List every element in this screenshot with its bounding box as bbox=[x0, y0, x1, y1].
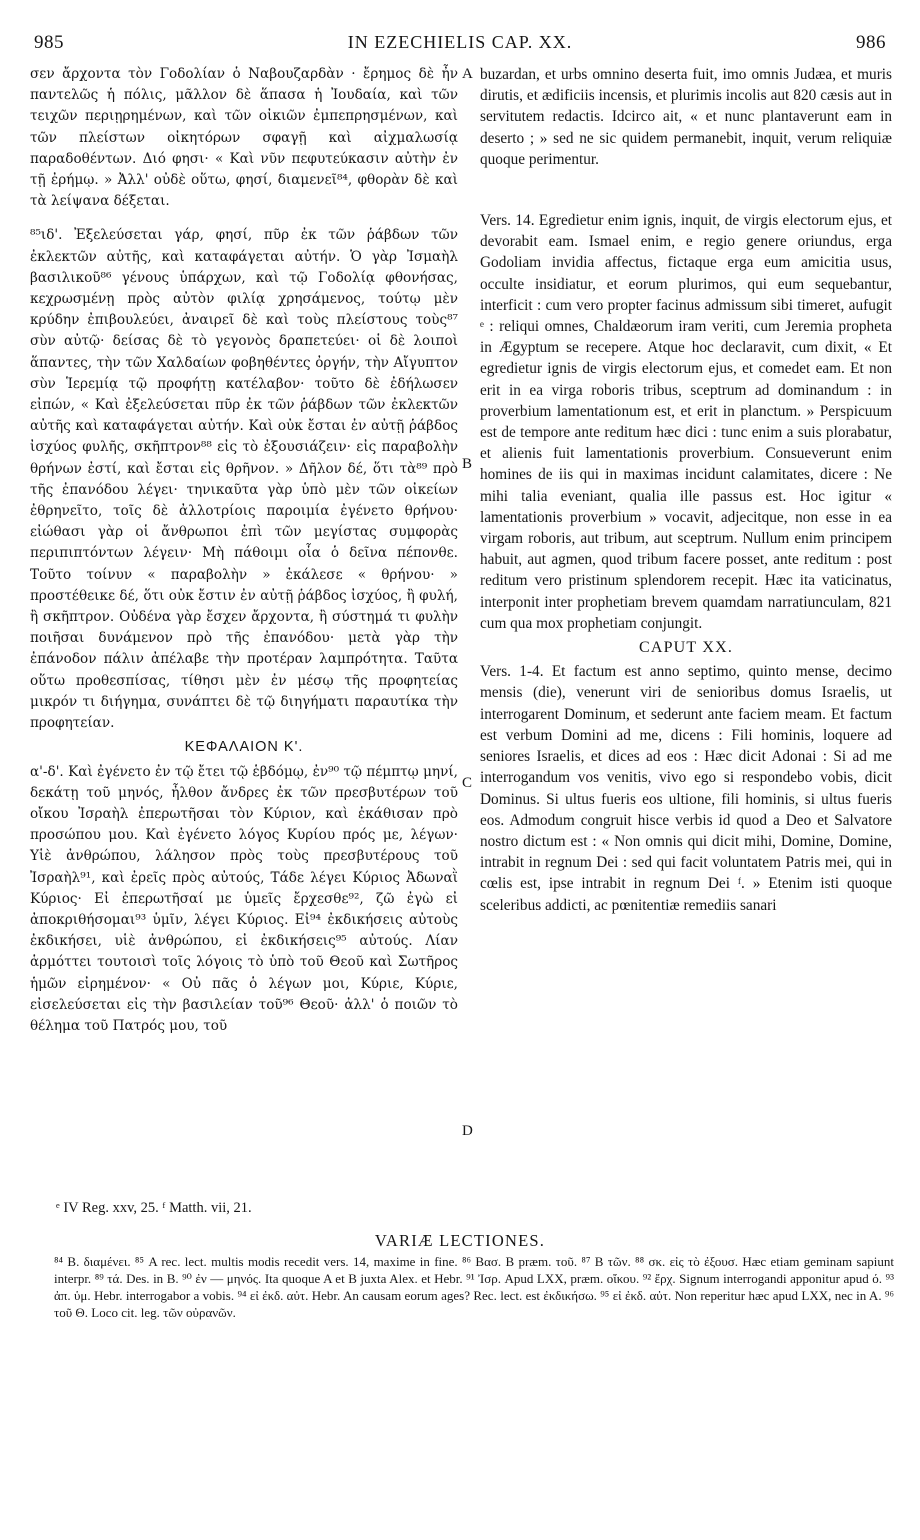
latin-paragraph-3: Vers. 1-4. Et factum est anno septimo, quinto mense, decimo mensis (die), venerunt viri de senioribus domus Israelis, ut interrogarent Dominum, et sederunt ante faciem meam. Et factum est verbum Domini ad me, dicens : Fili hominis, loquere ad seniores Israelis, et dices ad eos : Hæc dicit Adonai : Si ad me interrogandum vos venitis, vivo ego si respondebo vobis, dicit Dominus. Si ultus fueris eos ultione, fili hominis, si ultus fueris eos. Admodum congruit hisce verbis id quod a Deo et Salvatore nostro dictum est : « Non omnis qui dicit mihi, Domine, Domine, intrabit in regnum Dei : sed qui facit voluntatem Patris mei, qui in cœlis est, ipse intrabit in regnum Dei ᶠ. » Etenim isti quoque sceleribus addicti, ac pœnitentiæ remediis sanari bbox=[480, 663, 892, 914]
margin-mark-d: D bbox=[462, 1123, 473, 1139]
variae-lectiones-text: ⁸⁴ B. διαμένει. ⁸⁵ A rec. lect. multis modis recedit vers. 14, maxime in fine. ⁸⁶ Βασ. B præm. τοῦ. ⁸⁷ B τῶν. ⁸⁸ σκ. εἰς τὸ ἐξουσ. Hæc etiam geminam sapiunt interpr. ⁸⁹ τά. Des. in B. ⁹⁰ ἐν — μηνός. Ita quoque A et B juxta Alex. et Hebr. ⁹¹ Ἰσρ. Apud LXX, præm. οἴκου. ⁹² ἔρχ. Signum interrogandi apponitur apud ό. ⁹³ ἀπ. ὑμ. Hebr. interrogabor a vobis. ⁹⁴ εἰ ἐκδ. αὐτ. Hebr. An causam eorum ages? Rec. lect. est ἐκδικήσω. ⁹⁵ εἰ ἐκδ. αὐτ. Non reperitur hæc apud LXX, nec in A. ⁹⁶ τοῦ Θ. Loco cit. leg. τῶν οὐρανῶν. bbox=[54, 1254, 894, 1320]
greek-chapter-heading: ΚΕΦΑΛΑΙΟΝ Κ'. bbox=[184, 739, 304, 756]
margin-mark-a: A bbox=[462, 66, 473, 82]
page-number-right: 986 bbox=[856, 32, 886, 53]
greek-paragraph-3: α'-δ'. Καὶ ἐγένετο ἐν τῷ ἔτει τῷ ἑβδόμῳ, ἐν⁹⁰ τῷ πέμπτῳ μηνί, δεκάτῃ τοῦ μηνός, ἦλθον ἄνδρες ἐκ τῶν πρεσβυτέρων τοῦ οἴκου Ἰσραὴλ ἐπερωτῆσαι τὸν Κύριον, καὶ ἐκάθισαν πρὸ προσώπου μου. Καὶ ἐγένετο λόγος Κυρίου πρός με, λέγων· Υἱὲ ἀνθρώπου, λάλησον πρὸς τοὺς πρεσβυτέρους τοῦ Ἰσραὴλ⁹¹, καὶ ἐρεῖς πρὸς αὐτούς, Τάδε λέγει Κύριος Ἀδωναῒ Κύριος· Εἰ ἐπερωτῆσαί με ὑμεῖς ἔρχεσθε⁹², ζῶ ἐγὼ εἰ ἀποκριθήσομαι⁹³ ὑμῖν, λέγει Κύριος. Εἰ⁹⁴ ἐκδικήσεις αὐτοὺς ἐκδικήσει, υἱὲ ἀνθρώπου, εἰ ἐκδικήσεις⁹⁵ αὐτούς. Λίαν ἁρμόττει τουτοισὶ τοῖς λόγοις τὸ ὑπὸ τοῦ Θεοῦ καὶ Σωτῆρος ἡμῶν εἰρημένον· « Οὐ πᾶς ὁ λέγων μοι, Κύριε, Κύριε, εἰσελεύσεται εἰς τὴν βασιλείαν τοῦ⁹⁶ Θεοῦ· ἀλλ' ὁ ποιῶν τὸ θέλημα τοῦ Πατρός μου, τοῦ bbox=[30, 763, 458, 1034]
page-header bbox=[30, 28, 890, 58]
latin-column bbox=[480, 64, 892, 916]
margin-mark-b: B bbox=[462, 456, 473, 472]
latin-paragraph-2: Vers. 14. Egredietur enim ignis, inquit, de virgis electorum ejus, et devorabit eam. Ismael enim, e regio genere oriundus, erga Godoliam invidia affectus, fictaque erga eum amicitia usus, occulte insidiatur, et eorum plurimos, qui eum sequebantur, interficit : cum vero propter facinus admissum sibi timeret, aufugit ᵉ : reliqui omnes, Chaldæorum iram veriti, cum Jeremia propheta in Ægyptum se recepere. Atque hoc declaravit, cum dixit, « Et egredietur ignis de virgis electorum ejus, et comedet eam. Et non erit in ea virga roboris tribus, sceptrum ad dominandum : in proverbium lamentationum est, et erit in planctum. » Perspicuum est de tempore ante reditum hæc dici : tunc enim a suis plorabatur, et alienis fuit lamentationis proverbium. Consueverunt enim homines de iis qui in maximas incidunt calamitates, dicere : Ne mihi talia eveniant, qualia ille passus est. Hoc igitur « lamentationis proverbium » vocavit, adjecitque, non esse in ea virgam roboris, aut tribum, aut sceptrum. Nullum enim principem habuit, aut agmen, quod tribum facere posset, ante reditum : post reditum vero pristinum splendorem recepit. Hæc ita vaticinatus, interponit inter prophetiam brevem quamdam narratiunculam, 821 cum qua mox prophetiam conjungit. bbox=[480, 212, 892, 632]
greek-paragraph-2: ⁸⁵ιδ'. Ἐξελεύσεται γάρ, φησί, πῦρ ἐκ τῶν ῥάβδων τῶν ἐκλεκτῶν αὐτῆς, καὶ καταφάγεται αὐτήν. Ὁ γὰρ Ἰσμαὴλ βασιλικοῦ⁸⁶ γένους ὑπάρχων, καὶ τῷ Γοδολίᾳ φθονήσας, κεχρωσμένῃ πρὸς αὐτὸν φιλίᾳ χρησάμενος, τούτῳ μὲν κρύδην ἐπιβουλεύει, ἀναιρεῖ δὲ καὶ τοὺς πλείστους τοὺς⁸⁷ σὺν αὐτῷ· δείσας δὲ τὸ γεγονὸς δραπετεύει· οἱ δὲ λοιποὶ ἅπαντες, τὴν τῶν Χαλδαίων φοβηθέντες ὀργήν, τὴν Αἴγυπτον σὺν Ἱερεμίᾳ τῷ προφήτῃ κατέλαβον· τοῦτο δὲ ἐδήλωσεν εἰπών, « Καὶ ἐξελεύσεται πῦρ ἐκ τῶν ῥάβδων τῶν ἐκλεκτῶν αὐτῆς καὶ καταφάγεται αὐτήν. Καὶ οὐκ ἔσται ἐν αὐτῇ ῥάβδος ἰσχύος φυλῆς, σκῆπτρον⁸⁸ εἰς τὸ ἐξουσιάζειν· εἰς παραβολὴν θρήνων ἐστί, καὶ ἔσται εἰς θρῆνον. » Δῆλον δέ, ὅτι τὰ⁸⁹ πρὸ τῆς ἐπανόδου λέγει· τηνικαῦτα γὰρ ὑπὸ μὲν τῶν οἰκείων ἐθρηνεῖτο, τοῖς δὲ ἀλλοτρίοις παροιμία ἐγένετο θρήνου· εἰώθασι γὰρ οἱ ἄνθρωποι ἐπὶ τῶν μεγίστας συμφορὰς περιπιπτόντων λέγειν· Μὴ πάθοιμι οἷα ὁ δεῖνα πέπονθε. Τοῦτο τοίνυν « παραβολὴν » ἐκάλεσε « θρήνου· » προστέθεικε δέ, ὅτι οὐκ ἔστιν ἐν αὐτῇ ῥάβδος ἰσχύος, ἢ φυλή, ἢ σκῆπτρον. Οὐδένα γὰρ ἔσχεν ἄρχοντα, ἢ σύστημά τι φυλὴν ποιῆσαι δυνάμενον πρὸ τῆς ἐπανόδου· μετὰ γὰρ τὴν ἐπάνοδον πάλιν ἀπέλαβε τὴν προτέραν λαμπρότητα. Ταῦτα οὕτω προθεσπίσας, τίθησι μὲν ἐν μέσῳ τῆς προφητείας μικρόν τι διήγημα, συνάπτει δὲ τῷ διηγήματι παραυτίκα τὴν προφητείαν. bbox=[30, 227, 458, 732]
margin-mark-c: C bbox=[462, 775, 473, 791]
running-title: IN EZECHIELIS CAP. XX. bbox=[347, 32, 573, 52]
greek-column bbox=[30, 64, 458, 1037]
variae-lectiones-heading: VARIÆ LECTIONES. bbox=[374, 1231, 546, 1250]
latin-paragraph-1: buzardan, et urbs omnino deserta fuit, imo omnis Judæa, et muris dirutis, et ædificiis incensis, et plurimis incolis aut 820 cæsis aut in servitutem redactis. Idcirco ait, « et nunc plantaverunt eam in deserto ; » sed ne sic quidem permanebit, inquit, verum reliquiæ quoque perimentur. bbox=[480, 66, 892, 168]
greek-paragraph-1: σεν ἄρχοντα τὸν Γοδολίαν ὁ Ναβουζαρδὰν · ἔρημος δὲ ἦν παντελῶς ἡ πόλις, μᾶλλον δὲ ἅπασα ἡ Ἰουδαία, καὶ τῶν τειχῶν περιῃρημένων, καὶ τῶν οἰκιῶν ἐμπεπρησμένων, καὶ τῶν πλείστων οἰκητόρων σφαγῇ καὶ αἰχμαλωσίᾳ παραδοθέντων. Διό φησι· « Καὶ νῦν πεφυτεύκασιν αὐτὴν ἐν τῇ ἐρήμῳ. » Ἀλλ' οὐδὲ οὕτω, φησί, διαμενεῖ⁸⁴, φθορὰν δὲ καὶ τὰ λείψανα δέξεται. bbox=[30, 66, 458, 210]
latin-chapter-heading: CAPUT XX. bbox=[638, 639, 734, 657]
page-number-left: 985 bbox=[34, 32, 64, 53]
footnotes: ᵉ IV Reg. xxv, 25. ᶠ Matth. vii, 21. bbox=[56, 1200, 252, 1216]
